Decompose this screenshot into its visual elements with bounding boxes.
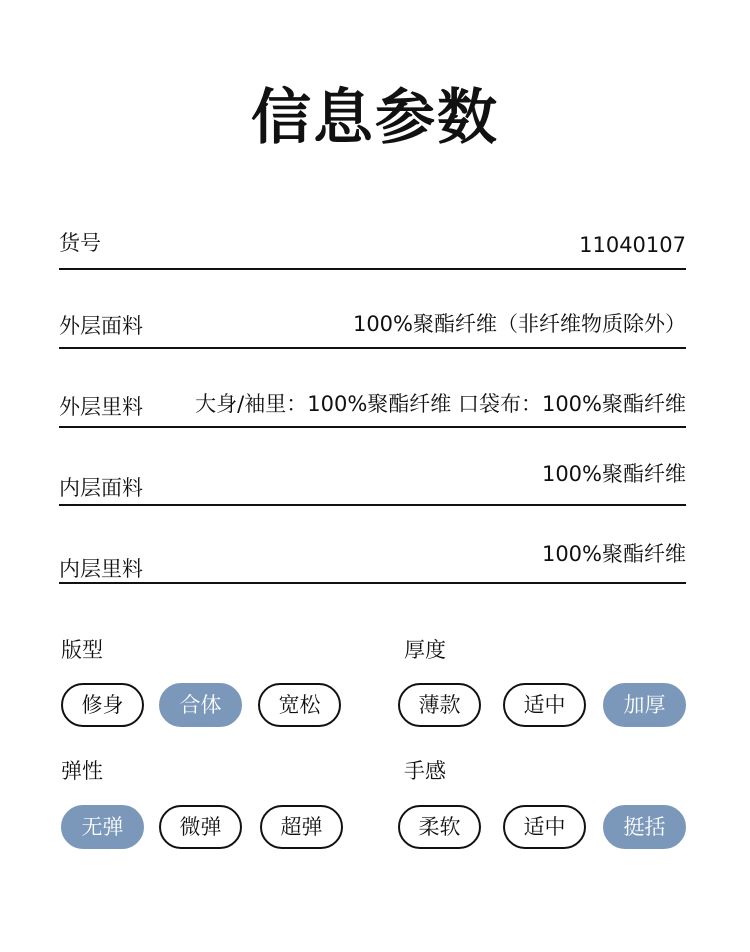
spec-label: 内层面料 xyxy=(59,476,143,500)
elasticity-option-slight[interactable]: 微弹 xyxy=(159,805,242,849)
spec-label: 货号 xyxy=(59,231,101,255)
thickness-option-thick[interactable]: 加厚 xyxy=(603,683,686,727)
elasticity-group-title: 弹性 xyxy=(61,759,103,783)
spec-label: 内层里料 xyxy=(59,557,143,581)
fit-group-title: 版型 xyxy=(61,638,103,662)
spec-label: 外层里料 xyxy=(59,395,143,419)
spec-row-outer-fabric xyxy=(59,287,686,349)
fit-option-regular[interactable]: 合体 xyxy=(159,683,242,727)
handfeel-group-title: 手感 xyxy=(404,759,446,783)
spec-row-item-number xyxy=(59,208,686,270)
thickness-option-medium[interactable]: 适中 xyxy=(503,683,586,727)
spec-value: 100%聚酯纤维 xyxy=(541,542,686,566)
thickness-group-title: 厚度 xyxy=(404,638,446,662)
handfeel-option-crisp[interactable]: 挺括 xyxy=(603,805,686,849)
spec-value: 11040107 xyxy=(579,233,686,257)
fit-option-slim[interactable]: 修身 xyxy=(61,683,144,727)
handfeel-option-soft[interactable]: 柔软 xyxy=(398,805,481,849)
spec-value: 100%聚酯纤维 xyxy=(541,462,686,486)
elasticity-option-none[interactable]: 无弹 xyxy=(61,805,144,849)
fit-option-loose[interactable]: 宽松 xyxy=(258,683,341,727)
page-title: 信息参数 xyxy=(251,83,499,153)
spec-value: 大身/袖里：100%聚酯纤维 口袋布：100%聚酯纤维 xyxy=(195,392,686,416)
handfeel-option-medium[interactable]: 适中 xyxy=(503,805,586,849)
thickness-option-thin[interactable]: 薄款 xyxy=(398,683,481,727)
elasticity-option-super[interactable]: 超弹 xyxy=(260,805,343,849)
spec-value: 100%聚酯纤维（非纤维物质除外） xyxy=(352,312,686,336)
spec-row-inner-fabric xyxy=(59,444,686,506)
spec-row-inner-lining xyxy=(59,522,686,584)
spec-label: 外层面料 xyxy=(59,314,143,338)
spec-row-outer-lining xyxy=(59,366,686,428)
